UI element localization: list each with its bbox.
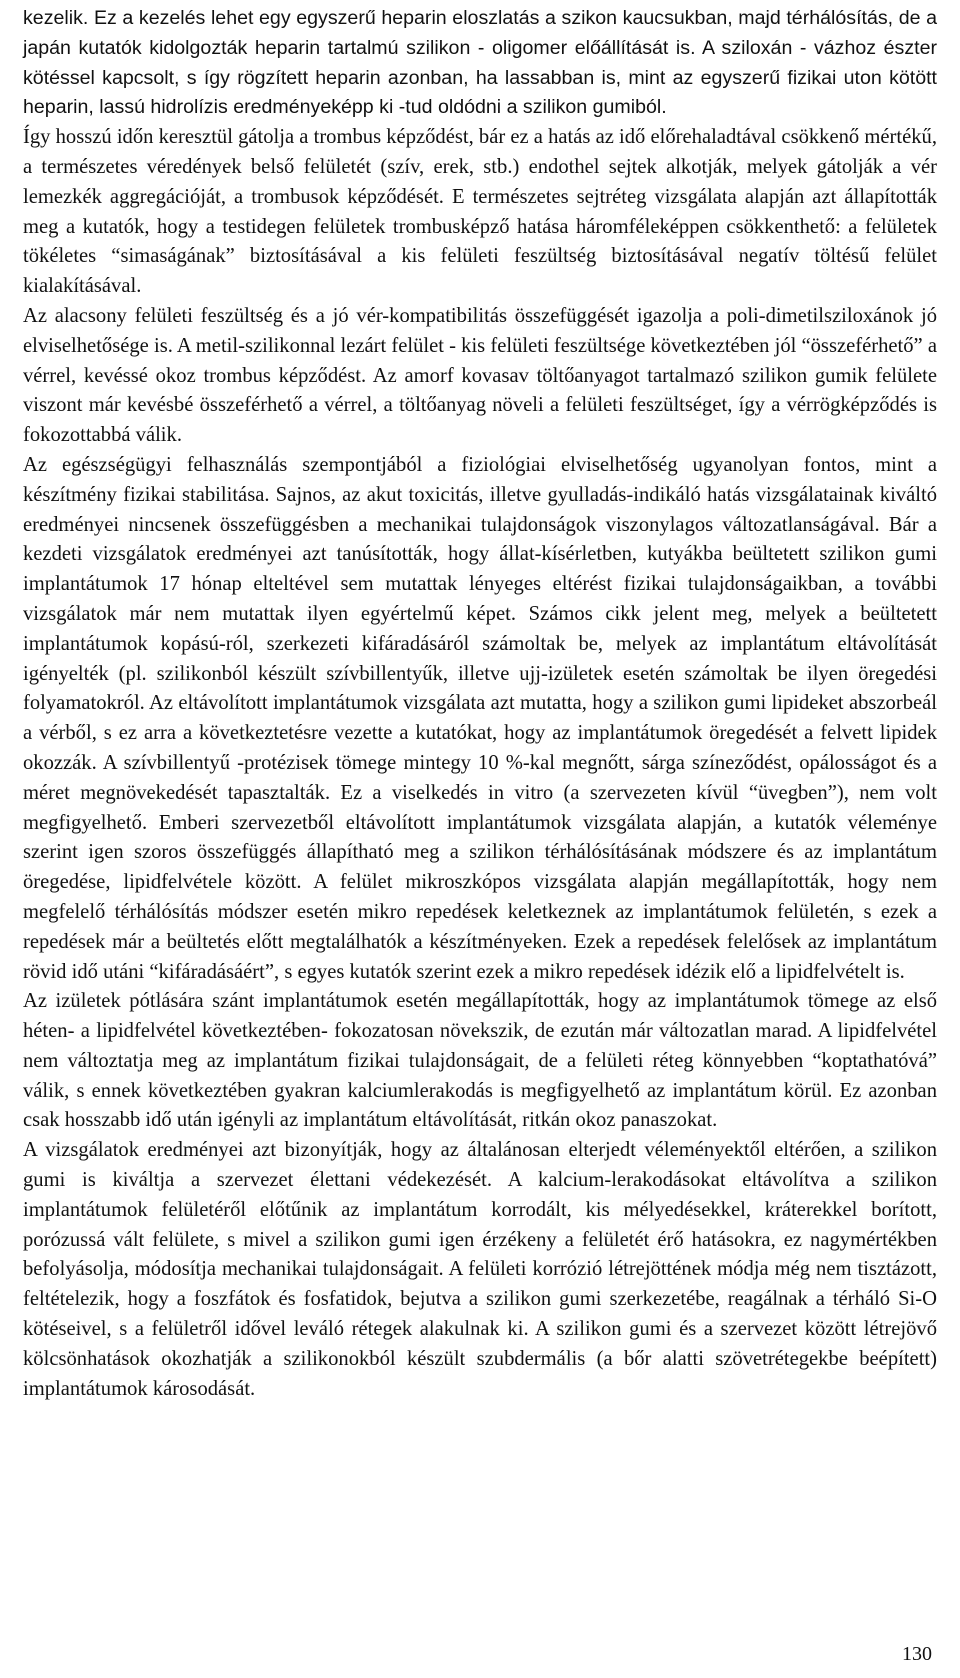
page-number: 130 <box>902 1643 932 1666</box>
paragraph-3: Az alacsony felületi feszültség és a jó vér-kompatibilitás összefüggését igazolja a poli-dimetilsziloxánok jó elviselhetősége is. A metil-szilikonnal lezárt felület - kis felületi feszültsége következtében jól “összeférhető” a vérrel, kevéssé okoz trombus képződést. Az amorf kovasav töltőanyagot tartalmazó szilikon gumik felülete viszont már kevésbé összeférhető a vérrel, a töltőanyag növeli a felületi feszültséget, így a vérrögképződés is fokozottabbá válik. <box>23 304 937 447</box>
paragraph-2: Így hosszú időn keresztül gátolja a trombus képződést, bár ez a hatás az idő előrehaladtával csökkenő mértékű, a természetes véredények belső felületét (szív, erek, stb.) endothel sejtek alkotják, melyek gátolják a vér lemezkék aggregációját, a trombusok képződését. E természetes sejtréteg vizsgálata alapján azt állapították meg a kutatók, hogy a testidegen felületek trombusképző hatása háromféleképpen csökkenthető: a felületek tökéletes “simaságának” biztosításával a kis felületi feszültség biztosításával negatív töltésű felület kialakításával. <box>23 126 937 298</box>
paragraph-4: Az egészségügyi felhasználás szempontjából a fiziológiai elviselhetőség ugyanolyan fontos, mint a készítmény fizikai stabilitása. Sajnos, az akut toxicitás, illetve gyulladás-indikáló hatás vizsgálatainak kiváltó eredményei nincsenek összefüggésben a mechanikai tulajdonságok viszonylagos változatlanságával. Bár a kezdeti vizsgálatok eredményei azt tanúsították, hogy állat-kísérletben, kutyákba beültetett szilikon gumi implantátumok 17 hónap elteltével sem mutattak lényeges eltérést fizikai tulajdonságaikban, a további vizsgálatok már nem mutattak ilyen egyértelmű képet. Számos cikk jelent meg, melyek a beültetett implantátumok kopású-ról, szerkezeti kifáradásáról számoltak be, melyek az implantátum eltávolítását igényelték (pl. szilikonból készült szívbillentyűk, illetve ujj-izületek esetén számoltak be ilyen öregedési folyamatokról. Az eltávolított implantátumok vizsgálata azt mutatta, hogy a szilikon gumi lipideket abszorbeál a vérből, s ez arra a következtetésre vezette a kutatókat, hogy az implantátumok öregedését a felvett lipidek okozzák. A szívbillentyű -protézisek tömege mintegy 10 %-kal megnőtt, sárga színeződést, opálosságot és a méret megnövekedését tapasztalták. Ez a viselkedés in vitro (a szervezeten kívül “üvegben”), nem volt megfigyelhető. Emberi szervezetből eltávolított implantátumok vizsgálata alapján, a kutatók véleménye szerint igen szoros összefüggés állapítható meg a szilikon térhálósításának módszere és az implantátum öregedése, lipidfelvétele között. A felület mikroszkópos vizsgálata alapján megállapították, hogy nem megfelelő térhálósítás módszer esetén mikro repedések keletkeznek az implantátumok felületén, s ezek a repedések már a beültetés előtt megtalálhatók a készítményeken. Ezek a repedések felelősek az implantátum rövid idő utáni “kifáradásáért”, s egyes kutatók szerint ezek a mikro repedések idézik elő a lipidfelvételt is. <box>23 453 937 983</box>
paragraph-5: Az izületek pótlására szánt implantátumok esetén megállapították, hogy az implantátumok tömege az első héten- a lipidfelvétel következtében- fokozatosan növekszik, de ezután már változatlan marad. A lipidfelvétel nem változtatja meg az implantátum fizikai tulajdonságait, de a felületi réteg könnyebben “koptathatóvá” válik, s ennek következtében gyakran kalciumlerakodás is megfigyelhető az implantátum körül. Ez azonban csak hosszabb idő után igényli az implantátum eltávolítását, ritkán okoz panaszokat. <box>23 990 937 1132</box>
paragraph-6: A vizsgálatok eredményei azt bizonyítják, hogy az általánosan elterjedt véleményektől eltérően, a szilikon gumi is kiváltja a szervezet élettani védekezését. A kalcium-lerakodásokat eltávolítva a szilikon implantátumok felületéről előtűnik az implantátum korrodált, kis mélyedésekkel, kráterekkel borított, porózussá vált felülete, s mivel a szilikon gumi igen érzékeny a felületét érő hatásokra, ez nagymértékben befolyásolja, módosítja mechanikai tulajdonságait. A felületi korrózió létrejöttének módja még nem tisztázott, feltételezik, hogy a foszfátok és fosfatidok, bejutva a szilikon gumi szerkezetébe, reagálnak a térháló Si-O kötéseivel, s a felületről idővel leváló rétegek alakulnak ki. A szilikon gumi és a szervezet között létrejövő kölcsönhatások okozhatják a szilikonokból készült szubdermális (a bőr alatti szövetrétegekbe beépített) implantátumok károsodását. <box>23 1139 937 1400</box>
paragraph-1: kezelik. Ez a kezelés lehet egy egyszerű heparin eloszlatás a szikon kaucsukban, majd térhálósítás, de a japán kutatók kidolgozták heparin tartalmú szilikon - oligomer előállítását is. A sziloxán - vázhoz észter kötéssel kapcsolt, s így rögzített heparin azonban, ha lassabban is, mint az egyszerű fizikai uton kötött heparin, lassú hidrolízis eredményeképp ki -tud oldódni a szilikon gumiból. <box>23 7 937 119</box>
